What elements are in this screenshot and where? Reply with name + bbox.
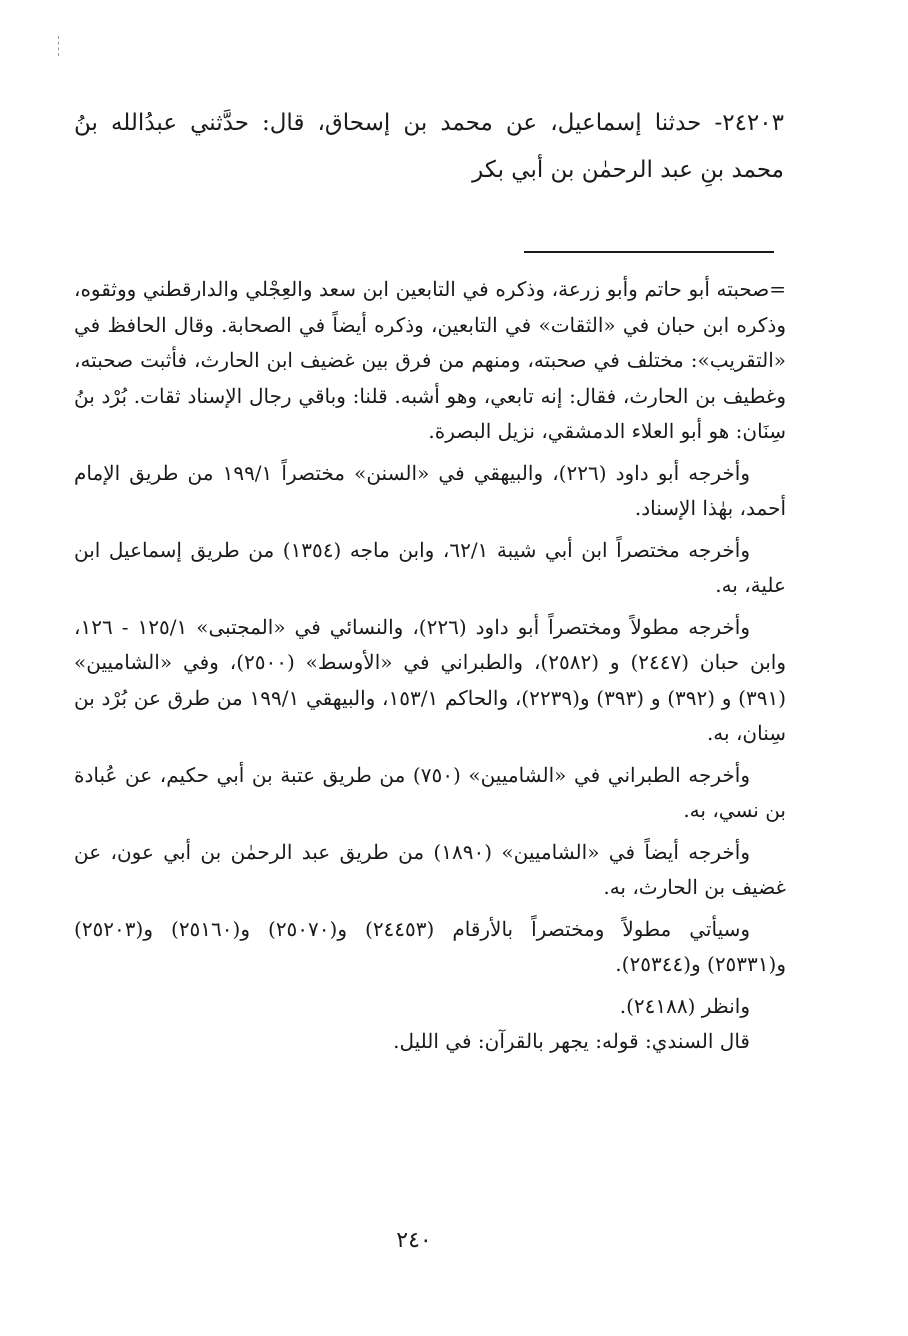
hadith-text-block [74,100,784,194]
footnote-paragraph: وأخرجه أيضاً في «الشاميين» (١٨٩٠) من طريق عبد الرحمٰن بن أبي عون، عن غضيف بن الحارث، به. [74,839,786,899]
footnote-paragraph: وأخرجه مطولاً ومختصراً أبو داود (٢٢٦)، والنسائي في «المجتبى» ١٢٥/١ - ١٢٦، وابن حبان (٢٤٤٧) و (٢٥٨٢)، والطبراني في «الأوسط» (٢٥٠٠)، وفي «الشاميين» (٣٩١) و (٣٩٢) و (٣٩٣) و(٢٢٣٩)، والحاكم ١٥٣/١، والبيهقي ١٩٩/١ من طرق عن بُرْد بن سِنان، به. [74,614,787,745]
footnotes-block [74,272,786,1060]
scan-edge-mark [58,36,60,56]
footnote-separator [524,251,774,253]
footnote-paragraph: وانظر (٢٤١٨٨). [619,993,750,1018]
page-number: ٢٤٠ [396,1228,432,1253]
footnote-paragraph: =صحبته أبو حاتم وأبو زرعة، وذكره في التابعين ابن سعد والعِجْلي والدارقطني ووثقوه، وذكره ابن حبان في «الثقات» في التابعين، وذكره أيضاً في الصحابة. وقال الحافظ في «التقريب»: مختلف في صحبته، ومنهم من فرق بين غضيف ابن الحارث، فأثبت صحبته، وغطيف بن الحارث، فقال: إنه تابعي، وهو أشبه. قلنا: وباقي رجال الإسناد ثقات. بُرْد بنُ سِنَان: هو أبو العلاء الدمشقي، نزيل البصرة. [74,277,786,443]
footnote-paragraph: وأخرجه أبو داود (٢٢٦)، والبيهقي في «السنن» مختصراً ١٩٩/١ من طريق الإمام أحمد، بهٰذا الإسناد. [74,460,786,520]
footnote-paragraph: قال السندي: قوله: يجهر بالقرآن: في الليل. [393,1029,750,1053]
footnote-paragraph: وأخرجه مختصراً ابن أبي شيبة ٦٢/١، وابن ماجه (١٣٥٤) من طريق إسماعيل ابن علية، به. [74,537,786,597]
hadith-text: ٢٤٢٠٣- حدثنا إسماعيل، عن محمد بن إسحاق، قال: حدَّثني عبدُالله بنُ محمد بنِ عبد الرحمٰن بن أبي بكر [74,110,784,183]
footnote-paragraph: وأخرجه الطبراني في «الشاميين» (٧٥٠) من طريق عتبة بن أبي حكيم، عن عُبادة بن نسي، به. [74,762,786,822]
footnote-paragraph: وسيأتي مطولاً ومختصراً بالأرقام (٢٤٤٥٣) و(٢٥٠٧٠) و(٢٥١٦٠) و(٢٥٢٠٣) و(٢٥٣٣١) و(٢٥٣٤٤). [74,916,786,976]
